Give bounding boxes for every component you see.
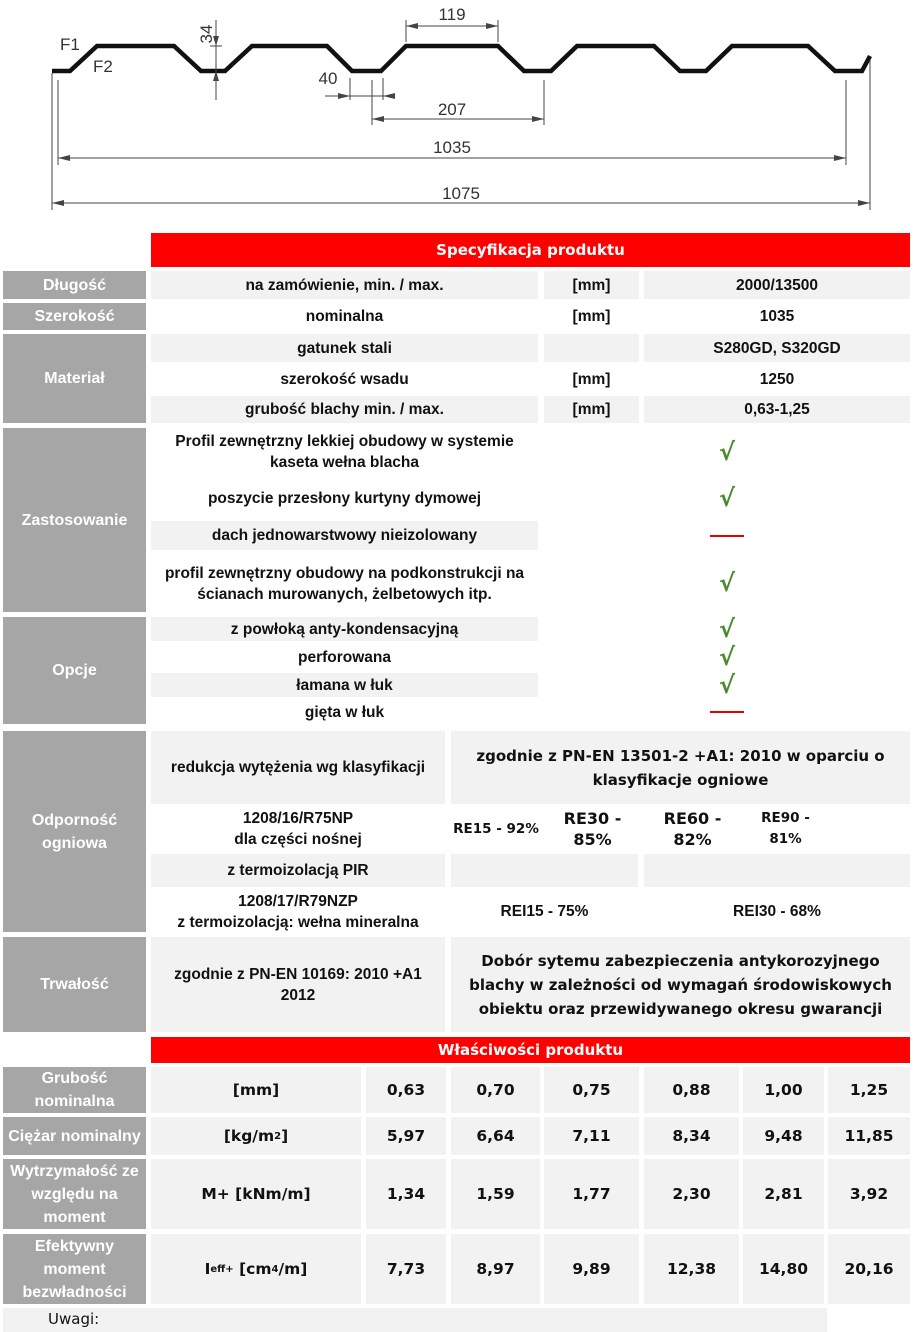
opcje-row-4-none <box>544 700 910 724</box>
unit-sub: eff <box>210 1263 226 1275</box>
label-dlugosc: Długość <box>3 271 146 299</box>
szerokosc-value: 1035 <box>644 303 910 330</box>
opcje-row-1-check: √ <box>544 617 910 641</box>
label-ciezar-nominalny: Ciężar nominalny <box>3 1117 146 1155</box>
zastosowanie-row-2-desc: poszycie przesłony kurtyny dymowej <box>151 480 538 517</box>
props-unit-ieff <box>151 1234 361 1304</box>
material-row-1-value: S280GD, S320GD <box>644 334 910 362</box>
szerokosc-desc: nominalna <box>151 303 538 330</box>
unit-text: [cm <box>233 1259 272 1278</box>
props-value: 0,88 <box>644 1067 739 1113</box>
props-value: 0,70 <box>451 1067 540 1113</box>
props-value: 7,11 <box>544 1117 639 1155</box>
zastosowanie-row-4-desc: profil zewnętrzny obudowy na podkonstrukcji na ścianach murowanych, żelbetowych itp. <box>151 555 538 612</box>
material-row-3-value: 0,63-1,25 <box>644 396 910 423</box>
fire-pir: z termoizolacją PIR <box>151 854 445 887</box>
opcje-row-3-check: √ <box>544 673 910 697</box>
dim-1075: 1075 <box>442 184 480 203</box>
fire-re60: RE60 - 82% <box>644 808 741 850</box>
props-value: 3,92 <box>828 1159 910 1229</box>
material-row-3-desc: grubość blachy min. / max. <box>151 396 538 423</box>
label-odpornosc-ogniowa: Odporność ogniowa <box>3 731 146 932</box>
fire-r75-cell <box>151 808 445 850</box>
props-value: 2,30 <box>644 1159 739 1229</box>
fire-rei15: REI15 - 75% <box>451 891 638 932</box>
fire-standard: zgodnie z PN-EN 13501-2 +A1: 2010 w oparciu o klasyfikacje ogniowe <box>451 731 910 804</box>
notes-row <box>3 1308 827 1332</box>
label-grubosc-nominalna: Grubość nominalna <box>3 1067 146 1113</box>
props-value: 9,89 <box>544 1234 639 1304</box>
dim-1035: 1035 <box>433 138 471 157</box>
unit-text: ] <box>281 1126 289 1145</box>
material-row-1-unit <box>544 334 639 362</box>
dim-119: 119 <box>438 5 466 24</box>
material-row-2-unit: [mm] <box>544 366 639 393</box>
fire-re30: RE30 - 85% <box>544 808 641 850</box>
dim-34: 34 <box>197 24 216 44</box>
props-value: 9,48 <box>743 1117 824 1155</box>
props-value: 1,00 <box>743 1067 824 1113</box>
fire-r75-desc: dla części nośnej <box>234 831 362 848</box>
opcje-row-2-check: √ <box>544 645 910 669</box>
notes-label: Uwagi: <box>48 1310 100 1328</box>
props-value: 1,25 <box>828 1067 910 1113</box>
label-opcje: Opcje <box>3 617 146 724</box>
fire-pir-empty-1 <box>451 854 638 887</box>
trwalosc-value: Dobór sytemu zabezpieczenia antykorozyjnego blachy w zależności od wymagań środowiskowych obiektu oraz przewidywanego okresu gwarancji <box>451 937 910 1032</box>
zastosowanie-row-1-check: √ <box>544 428 910 476</box>
props-value: 0,63 <box>366 1067 446 1113</box>
profile-drawing <box>0 0 913 225</box>
label-zastosowanie: Zastosowanie <box>3 428 146 612</box>
props-unit-grubosc: [mm] <box>151 1067 361 1113</box>
label-efektywny-moment: Efektywny moment bezwładności <box>3 1234 146 1304</box>
props-header: Właściwości produktu <box>151 1037 910 1063</box>
props-value: 14,80 <box>743 1234 824 1304</box>
props-value: 8,34 <box>644 1117 739 1155</box>
props-value: 1,59 <box>451 1159 540 1229</box>
dim-40: 40 <box>318 69 338 88</box>
fire-r79-desc: z termoizolacją: wełna mineralna <box>177 913 419 931</box>
opcje-row-4-desc: gięta w łuk <box>151 700 538 724</box>
zastosowanie-row-3-desc: dach jednowarstwowy nieizolowany <box>151 521 538 550</box>
spec-header: Specyfikacja produktu <box>151 233 910 267</box>
material-row-1-desc: gatunek stali <box>151 334 538 362</box>
fire-re90: RE90 - 81% <box>743 808 828 850</box>
fire-r79-cell <box>151 891 445 932</box>
zastosowanie-row-4-check: √ <box>544 555 910 612</box>
props-value: 5,97 <box>366 1117 446 1155</box>
szerokosc-unit: [mm] <box>544 303 639 330</box>
props-value: 12,38 <box>644 1234 739 1304</box>
props-unit-moment: M+ [kNm/m] <box>151 1159 361 1229</box>
fire-r79-code: 1208/17/R79NZP <box>238 892 358 910</box>
props-unit-ciezar <box>151 1117 361 1155</box>
material-row-2-desc: szerokość wsadu <box>151 366 538 393</box>
props-value: 6,64 <box>451 1117 540 1155</box>
zastosowanie-row-1-desc: Profil zewnętrzny lekkiej obudowy w systemie kaseta wełna blacha <box>151 428 538 476</box>
props-value: 20,16 <box>828 1234 910 1304</box>
unit-sup: + <box>225 1263 234 1275</box>
props-value: 2,81 <box>743 1159 824 1229</box>
not-applicable-dash <box>710 711 744 713</box>
opcje-row-1-desc: z powłoką anty-kondensacyjną <box>151 617 538 641</box>
label-trwalosc: Trwałość <box>3 937 146 1032</box>
props-value: 11,85 <box>828 1117 910 1155</box>
props-value: 7,73 <box>366 1234 446 1304</box>
dlugosc-value: 2000/13500 <box>644 271 910 299</box>
unit-sup: 4 <box>271 1263 279 1275</box>
unit-text: I <box>204 1259 211 1278</box>
props-value: 0,75 <box>544 1067 639 1113</box>
unit-sup: 2 <box>274 1130 282 1142</box>
material-row-2-value: 1250 <box>644 366 910 393</box>
unit-text: /m] <box>278 1259 308 1278</box>
props-value: 1,77 <box>544 1159 639 1229</box>
label-wytrzymalosc: Wytrzymałość ze względu na moment <box>3 1159 146 1229</box>
material-row-3-unit: [mm] <box>544 396 639 423</box>
dim-207: 207 <box>437 100 467 119</box>
zastosowanie-row-2-check: √ <box>544 480 910 517</box>
unit-text: [kg/m <box>223 1126 275 1145</box>
fire-re15: RE15 - 92% <box>451 808 541 850</box>
fire-pir-empty-2 <box>644 854 910 887</box>
dlugosc-desc: na zamówienie, min. / max. <box>151 271 538 299</box>
trwalosc-desc: zgodnie z PN-EN 10169: 2010 +A1 2012 <box>151 937 445 1032</box>
dlugosc-unit: [mm] <box>544 271 639 299</box>
fire-rei30: REI30 - 68% <box>644 891 910 932</box>
profile-outline <box>52 46 870 71</box>
fire-reduction-desc: redukcja wytężenia wg klasyfikacji <box>151 731 445 804</box>
fire-r75-code: 1208/16/R75NP <box>242 810 354 827</box>
props-value: 8,97 <box>451 1234 540 1304</box>
label-f2: F2 <box>93 57 113 76</box>
props-value: 1,34 <box>366 1159 446 1229</box>
label-szerokosc: Szerokość <box>3 303 146 330</box>
zastosowanie-row-3-none <box>544 521 910 550</box>
opcje-row-2-desc: perforowana <box>151 645 538 669</box>
label-f1: F1 <box>60 35 80 54</box>
not-applicable-dash <box>710 535 744 537</box>
opcje-row-3-desc: łamana w łuk <box>151 673 538 697</box>
label-material: Materiał <box>3 334 146 423</box>
